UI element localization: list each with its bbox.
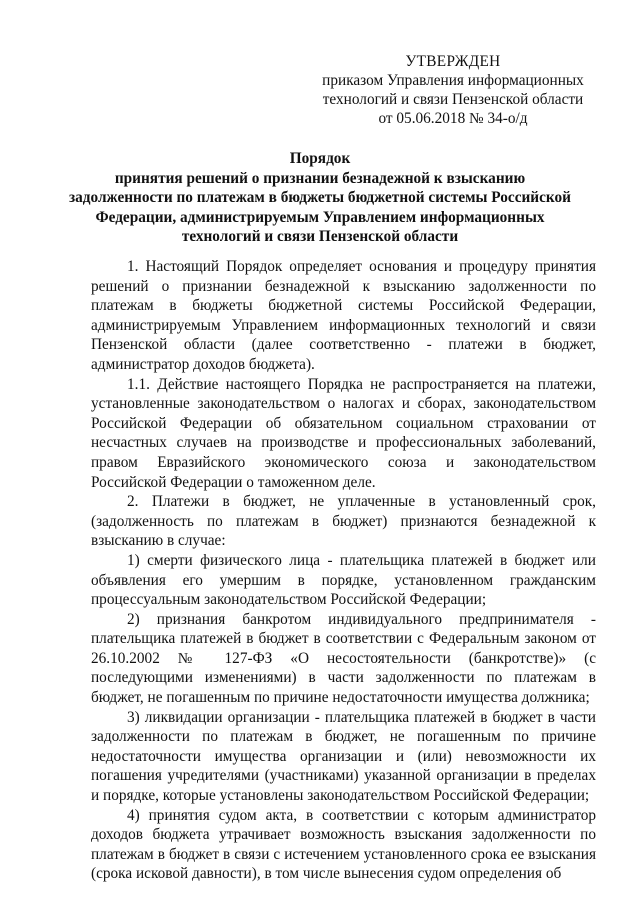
approval-heading: УТВЕРЖДЕН [405,53,501,70]
approval-stamp [318,52,588,128]
document-title [40,149,600,247]
approval-date: от 05.06.2018 № 34-о/д [378,110,528,127]
title-line: технологий и связи Пензенской области [181,228,459,245]
paragraph-2: 2. Платежи в бюджет, не уплаченные в установленный срок, (задолженность по платежам в бюджет) признаются безнадежной к взысканию в случае: [91,493,596,550]
subitem-4: 4) принятия судом акта, в соответствии с которым администратор доходов бюджета утрачивает возможность взыскания задолженности по платежам в бюджет в связи с истечением установленного срока ее взыскания (срока исковой давности), в том числе вынесения судом определения об [91,806,596,883]
document-body [91,257,596,884]
subitem-1: 1) смерти физического лица - плательщика платежей в бюджет или объявления его умершим в порядке, установленном гражданским процессуальным законодательством Российской Федерации; [91,551,596,609]
subitem-2: 2) признания банкротом индивидуального предпринимателя - плательщика платежей в бюджет в соответствии с Федеральным законом от 26.10.2002 № 127-ФЗ «О несостоятельности (банкротстве)» (с последующими изменениями) в части задолженности по платежам в бюджет, не погашенным по причине недостаточности имущества должника; [91,610,596,707]
title-line: принятия решений о признании безнадежной к взысканию [114,169,526,187]
approval-line: технологий и связи Пензенской области [322,91,584,108]
title-line: задолженности по платежам в бюджеты бюджетной системы Российской [69,189,571,206]
paragraph-1-1: 1.1. Действие настоящего Порядка не распространяется на платежи, установленные законодательством о налогах и сборах, законодательством Российской Федерации об обязательном социальном страховании от несчастных случаев на производстве и профессиональных заболеваний, правом Евразийского экономического союза и законодательством Российской Федерации о таможенном деле. [91,375,596,491]
title-line: Порядок [289,150,351,167]
title-line: Федерации, администрируемым Управлением информационных [95,208,545,226]
paragraph-1: 1. Настоящий Порядок определяет основания и процедуру принятия решений о признании безнадежной к взысканию задолженности по платежам в бюджеты бюджетной системы Российской Федерации, администрируемым Управлением информационных технологий и связи Пензенской области (далее соответственно - платежи в бюджет, администратор доходов бюджета). [91,258,596,373]
subitem-3: 3) ликвидации организации - плательщика платежей в бюджет в части задолженности по платежам в бюджет, не погашенным по причине недостаточности имущества организации и (или) невозможности их погашения учредителями (участниками) указанной организации в пределах и порядке, которые установлены законодательством Российской Федерации; [91,708,596,805]
approval-line: приказом Управления информационных [322,72,584,89]
